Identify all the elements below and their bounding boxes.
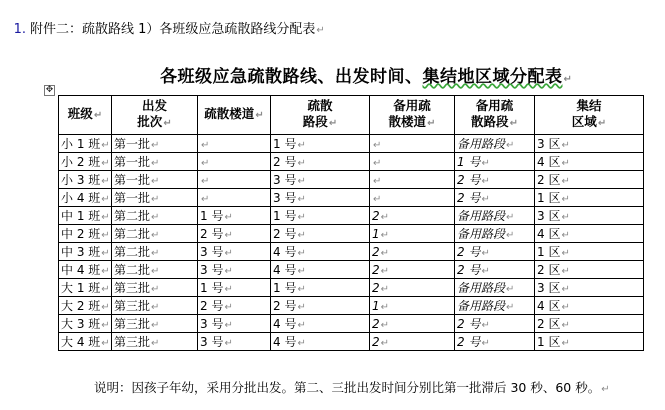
title-underlined: 集结地区域分配表 [422,67,563,87]
route-cell [271,135,370,153]
cell-text: 2 号 [273,155,297,169]
cell-text: 中 1 班 [61,209,101,223]
cell-text: 1 [372,226,380,241]
header-stairway [198,96,271,135]
cell-text: 2 号 [457,335,481,349]
paragraph-mark-icon: ↵ [316,25,325,36]
header-class [59,96,112,135]
cell-text: 4 区 [537,227,561,241]
cell-text: 1 号 [273,209,297,223]
cell-text: 2 区 [537,173,561,187]
cell-end-mark-icon: ↵ [373,175,382,187]
cell-text: 2 [372,316,380,331]
cell-text: 3 号 [200,245,224,259]
cell-text: 备用路段 [457,299,506,313]
paragraph-mark-icon: ↵ [93,110,103,121]
cell-end-mark-icon: ↵ [151,320,160,331]
cell-text: 1 号 [200,209,224,223]
class-cell [59,171,112,189]
batch-cell [112,279,198,297]
alt-stairway-cell [370,171,455,189]
cell-text: 2 [372,208,380,223]
cell-end-mark-icon: ↵ [561,320,570,331]
alt-stairway-cell [370,279,455,297]
cell-end-mark-icon: ↵ [297,266,306,277]
paragraph-mark-icon: ↵ [597,118,607,129]
route-cell [271,333,370,351]
cell-end-mark-icon: ↵ [151,248,160,259]
cell-end-mark-icon: ↵ [101,320,110,331]
alt-route-cell [455,207,535,225]
cell-end-mark-icon: ↵ [297,284,306,295]
cell-end-mark-icon: ↵ [561,158,570,169]
cell-end-mark-icon: ↵ [297,140,306,151]
header-alt-stairway [370,96,455,135]
header-alt-route [455,96,535,135]
table-row [59,333,644,351]
cell-end-mark-icon: ↵ [561,266,570,277]
cell-text: 2 [372,334,380,349]
cell-end-mark-icon: ↵ [380,211,390,223]
header-line: 备用疏 [393,98,431,113]
cell-text: 1 号 [273,137,297,151]
cell-text: 第二批 [114,245,151,259]
header-line: 班级 [67,106,93,121]
alt-route-cell [455,135,535,153]
paragraph-mark-icon: ↵ [328,118,338,129]
area-cell [535,153,644,171]
cell-end-mark-icon: ↵ [561,302,570,313]
cell-text: 3 号 [273,173,297,187]
alt-stairway-cell [370,261,455,279]
cell-end-mark-icon: ↵ [380,319,390,331]
cell-end-mark-icon: ↵ [481,176,490,187]
class-cell [59,315,112,333]
class-cell [59,297,112,315]
cell-text: 1 区 [537,191,561,205]
cell-end-mark-icon: ↵ [224,284,233,295]
cell-end-mark-icon: ↵ [224,338,233,349]
route-cell [271,315,370,333]
cell-end-mark-icon: ↵ [101,284,110,295]
table-row [59,207,644,225]
cell-end-mark-icon: ↵ [151,338,160,349]
cell-end-mark-icon: ↵ [101,212,110,223]
table-row [59,297,644,315]
table-header-row [59,96,644,135]
cell-end-mark-icon: ↵ [561,140,570,151]
note-text [94,378,610,396]
cell-end-mark-icon: ↵ [481,248,490,259]
cell-text: 2 号 [457,317,481,331]
alt-route-cell [455,297,535,315]
cell-text: 中 4 班 [61,263,101,277]
cell-text: 4 区 [537,155,561,169]
stairway-cell [198,243,271,261]
cell-end-mark-icon: ↵ [380,301,390,313]
cell-end-mark-icon: ↵ [101,140,110,151]
cell-end-mark-icon: ↵ [201,193,210,205]
area-cell [535,261,644,279]
batch-cell [112,189,198,207]
cell-text: 中 2 班 [61,227,101,241]
header-line: 出发 [141,98,167,113]
cell-text: 3 区 [537,281,561,295]
cell-end-mark-icon: ↵ [151,230,160,241]
cell-text: 2 [372,244,380,259]
alt-route-cell [455,279,535,297]
cell-text: 3 号 [200,335,224,349]
cell-end-mark-icon: ↵ [506,212,515,223]
cell-end-mark-icon: ↵ [151,266,160,277]
paragraph-mark-icon: ↵ [255,110,264,121]
cell-end-mark-icon: ↵ [297,212,306,223]
cell-text: 大 3 班 [61,317,101,331]
table-row [59,225,644,243]
cell-text: 4 区 [537,299,561,313]
class-cell [59,225,112,243]
header-line: 散路段 [471,114,509,129]
cell-end-mark-icon: ↵ [297,248,306,259]
heading-text: 附件二：疏散路线 1）各班级应急疏散路线分配表 [30,22,316,37]
stairway-cell [198,315,271,333]
stairway-cell [198,153,271,171]
alt-route-cell [455,243,535,261]
header-assembly-area [535,96,644,135]
cell-end-mark-icon: ↵ [373,139,382,151]
table-title [160,62,572,87]
header-line: 散楼道 [388,114,427,129]
table-row [59,243,644,261]
cell-text: 2 号 [200,299,224,313]
table-row [59,153,644,171]
cell-text: 备用路段 [457,209,506,223]
stairway-cell [198,297,271,315]
table-move-handle-icon[interactable]: ✥ [45,85,54,95]
area-cell [535,315,644,333]
cell-end-mark-icon: ↵ [101,302,110,313]
cell-end-mark-icon: ↵ [561,194,570,205]
cell-text: 2 [372,262,380,277]
header-line: 疏散楼道 [204,106,255,121]
cell-end-mark-icon: ↵ [151,302,160,313]
cell-end-mark-icon: ↵ [224,302,233,313]
table-row [59,261,644,279]
alt-stairway-cell [370,315,455,333]
cell-text: 第一批 [114,173,151,187]
area-cell [535,243,644,261]
stairway-cell [198,225,271,243]
cell-text: 第二批 [114,263,151,277]
cell-text: 第二批 [114,209,151,223]
list-heading [0,18,325,37]
cell-text: 4 号 [273,263,297,277]
cell-text: 4 号 [273,335,297,349]
alt-stairway-cell [370,207,455,225]
cell-text: 2 号 [457,173,481,187]
cell-end-mark-icon: ↵ [297,338,306,349]
area-cell [535,297,644,315]
cell-end-mark-icon: ↵ [506,230,515,241]
cell-text: 小 3 班 [61,173,101,187]
batch-cell [112,261,198,279]
table-row [59,171,644,189]
stairway-cell [198,279,271,297]
cell-end-mark-icon: ↵ [151,212,160,223]
cell-text: 第三批 [114,299,151,313]
batch-cell [112,297,198,315]
cell-end-mark-icon: ↵ [561,338,570,349]
cell-end-mark-icon: ↵ [101,230,110,241]
cell-end-mark-icon: ↵ [561,248,570,259]
paragraph-mark-icon: ↵ [601,384,610,395]
cell-text: 1 [372,298,380,313]
cell-end-mark-icon: ↵ [481,158,490,169]
cell-end-mark-icon: ↵ [224,248,233,259]
route-cell [271,297,370,315]
area-cell [535,207,644,225]
stairway-cell [198,189,271,207]
batch-cell [112,333,198,351]
cell-text: 大 4 班 [61,335,101,349]
stairway-cell [198,333,271,351]
cell-end-mark-icon: ↵ [380,283,390,295]
cell-text: 1 号 [273,281,297,295]
cell-end-mark-icon: ↵ [101,158,110,169]
cell-end-mark-icon: ↵ [297,320,306,331]
cell-end-mark-icon: ↵ [380,247,390,259]
cell-text: 第三批 [114,281,151,295]
cell-text: 3 号 [200,263,224,277]
stairway-cell [198,207,271,225]
cell-end-mark-icon: ↵ [201,175,210,187]
cell-end-mark-icon: ↵ [506,140,515,151]
stairway-cell [198,135,271,153]
cell-text: 大 1 班 [61,281,101,295]
alt-route-cell [455,261,535,279]
cell-end-mark-icon: ↵ [151,158,160,169]
cell-text: 备用路段 [457,137,506,151]
cell-text: 2 号 [273,299,297,313]
header-line: 集结 [576,98,602,113]
cell-end-mark-icon: ↵ [224,212,233,223]
cell-end-mark-icon: ↵ [481,194,490,205]
cell-end-mark-icon: ↵ [373,157,382,169]
cell-end-mark-icon: ↵ [297,158,306,169]
batch-cell [112,171,198,189]
alt-route-cell [455,315,535,333]
header-route [271,96,370,135]
cell-end-mark-icon: ↵ [373,193,382,205]
stairway-cell [198,171,271,189]
cell-end-mark-icon: ↵ [224,320,233,331]
cell-text: 1 号 [457,155,481,169]
cell-text: 备用路段 [457,281,506,295]
cell-end-mark-icon: ↵ [101,176,110,187]
alt-route-cell [455,333,535,351]
cell-text: 第一批 [114,191,151,205]
header-line: 区域 [571,114,597,129]
cell-end-mark-icon: ↵ [297,194,306,205]
header-line: 批次 [137,114,163,129]
area-cell [535,333,644,351]
cell-end-mark-icon: ↵ [151,140,160,151]
cell-end-mark-icon: ↵ [561,212,570,223]
cell-end-mark-icon: ↵ [297,230,306,241]
batch-cell [112,225,198,243]
header-line: 疏散 [307,98,333,113]
header-line: 路段 [302,114,328,129]
stairway-cell [198,261,271,279]
list-number: 1. [13,22,26,37]
alt-stairway-cell [370,333,455,351]
cell-end-mark-icon: ↵ [201,157,210,169]
route-cell [271,279,370,297]
class-cell [59,135,112,153]
cell-text: 第一批 [114,155,151,169]
paragraph-mark-icon: ↵ [563,74,573,85]
cell-end-mark-icon: ↵ [380,229,390,241]
cell-end-mark-icon: ↵ [561,176,570,187]
class-cell [59,261,112,279]
cell-text: 2 号 [273,227,297,241]
header-line: 备用疏 [475,98,514,113]
cell-end-mark-icon: ↵ [481,320,490,331]
cell-text: 第三批 [114,335,151,349]
cell-text: 第二批 [114,227,151,241]
class-cell [59,207,112,225]
alt-stairway-cell [370,225,455,243]
cell-end-mark-icon: ↵ [224,266,233,277]
cell-text: 1 区 [537,245,561,259]
cell-end-mark-icon: ↵ [151,194,160,205]
note-content: 说明：因孩子年幼，采用分批出发。第二、三批出发时间分别比第一批滞后 30 秒、60 秒。 [94,380,601,395]
cell-text: 小 4 班 [61,191,101,205]
table-row [59,135,644,153]
cell-end-mark-icon: ↵ [506,302,515,313]
cell-end-mark-icon: ↵ [201,139,210,151]
cell-end-mark-icon: ↵ [506,284,515,295]
batch-cell [112,207,198,225]
cell-text: 小 2 班 [61,155,101,169]
alt-route-cell [455,171,535,189]
header-batch [112,96,198,135]
cell-end-mark-icon: ↵ [481,266,490,277]
cell-text: 3 区 [537,209,561,223]
cell-text: 2 [372,280,380,295]
cell-end-mark-icon: ↵ [101,194,110,205]
route-cell [271,171,370,189]
evacuation-table [58,95,644,351]
table-row [59,279,644,297]
cell-text: 中 3 班 [61,245,101,259]
cell-end-mark-icon: ↵ [151,176,160,187]
cell-text: 小 1 班 [61,137,101,151]
class-cell [59,153,112,171]
cell-end-mark-icon: ↵ [380,337,390,349]
alt-stairway-cell [370,297,455,315]
batch-cell [112,243,198,261]
cell-end-mark-icon: ↵ [481,338,490,349]
cell-end-mark-icon: ↵ [297,302,306,313]
cell-end-mark-icon: ↵ [297,176,306,187]
cell-text: 2 区 [537,317,561,331]
cell-text: 3 号 [200,317,224,331]
batch-cell [112,315,198,333]
cell-end-mark-icon: ↵ [151,284,160,295]
route-cell [271,261,370,279]
cell-text: 2 号 [457,263,481,277]
alt-stairway-cell [370,189,455,207]
cell-text: 第三批 [114,317,151,331]
cell-text: 大 2 班 [61,299,101,313]
area-cell [535,189,644,207]
class-cell [59,279,112,297]
cell-text: 3 区 [537,137,561,151]
area-cell [535,225,644,243]
alt-route-cell [455,225,535,243]
title-main: 各班级应急疏散路线、出发时间、 [160,67,423,87]
cell-end-mark-icon: ↵ [101,266,110,277]
paragraph-mark-icon: ↵ [427,118,436,129]
alt-route-cell [455,153,535,171]
cell-end-mark-icon: ↵ [561,284,570,295]
paragraph-mark-icon: ↵ [509,118,518,129]
cell-text: 第一批 [114,137,151,151]
cell-text: 2 区 [537,263,561,277]
alt-stairway-cell [370,135,455,153]
cell-text: 4 号 [273,245,297,259]
cell-end-mark-icon: ↵ [561,230,570,241]
area-cell [535,135,644,153]
class-cell [59,189,112,207]
route-cell [271,153,370,171]
table-row [59,315,644,333]
cell-text: 1 区 [537,335,561,349]
class-cell [59,333,112,351]
batch-cell [112,135,198,153]
alt-stairway-cell [370,153,455,171]
table-body [59,135,644,351]
cell-text: 2 号 [200,227,224,241]
route-cell [271,243,370,261]
cell-text: 3 号 [273,191,297,205]
cell-end-mark-icon: ↵ [380,265,390,277]
route-cell [271,225,370,243]
route-cell [271,189,370,207]
paragraph-mark-icon: ↵ [163,118,172,129]
route-cell [271,207,370,225]
cell-text: 备用路段 [457,227,506,241]
table-row [59,189,644,207]
alt-stairway-cell [370,243,455,261]
area-cell [535,279,644,297]
batch-cell [112,153,198,171]
cell-text: 2 号 [457,191,481,205]
area-cell [535,171,644,189]
alt-route-cell [455,189,535,207]
cell-end-mark-icon: ↵ [101,338,110,349]
cell-end-mark-icon: ↵ [101,248,110,259]
cell-text: 1 号 [200,281,224,295]
cell-end-mark-icon: ↵ [224,230,233,241]
cell-text: 4 号 [273,317,297,331]
class-cell [59,243,112,261]
cell-text: 2 号 [457,245,481,259]
